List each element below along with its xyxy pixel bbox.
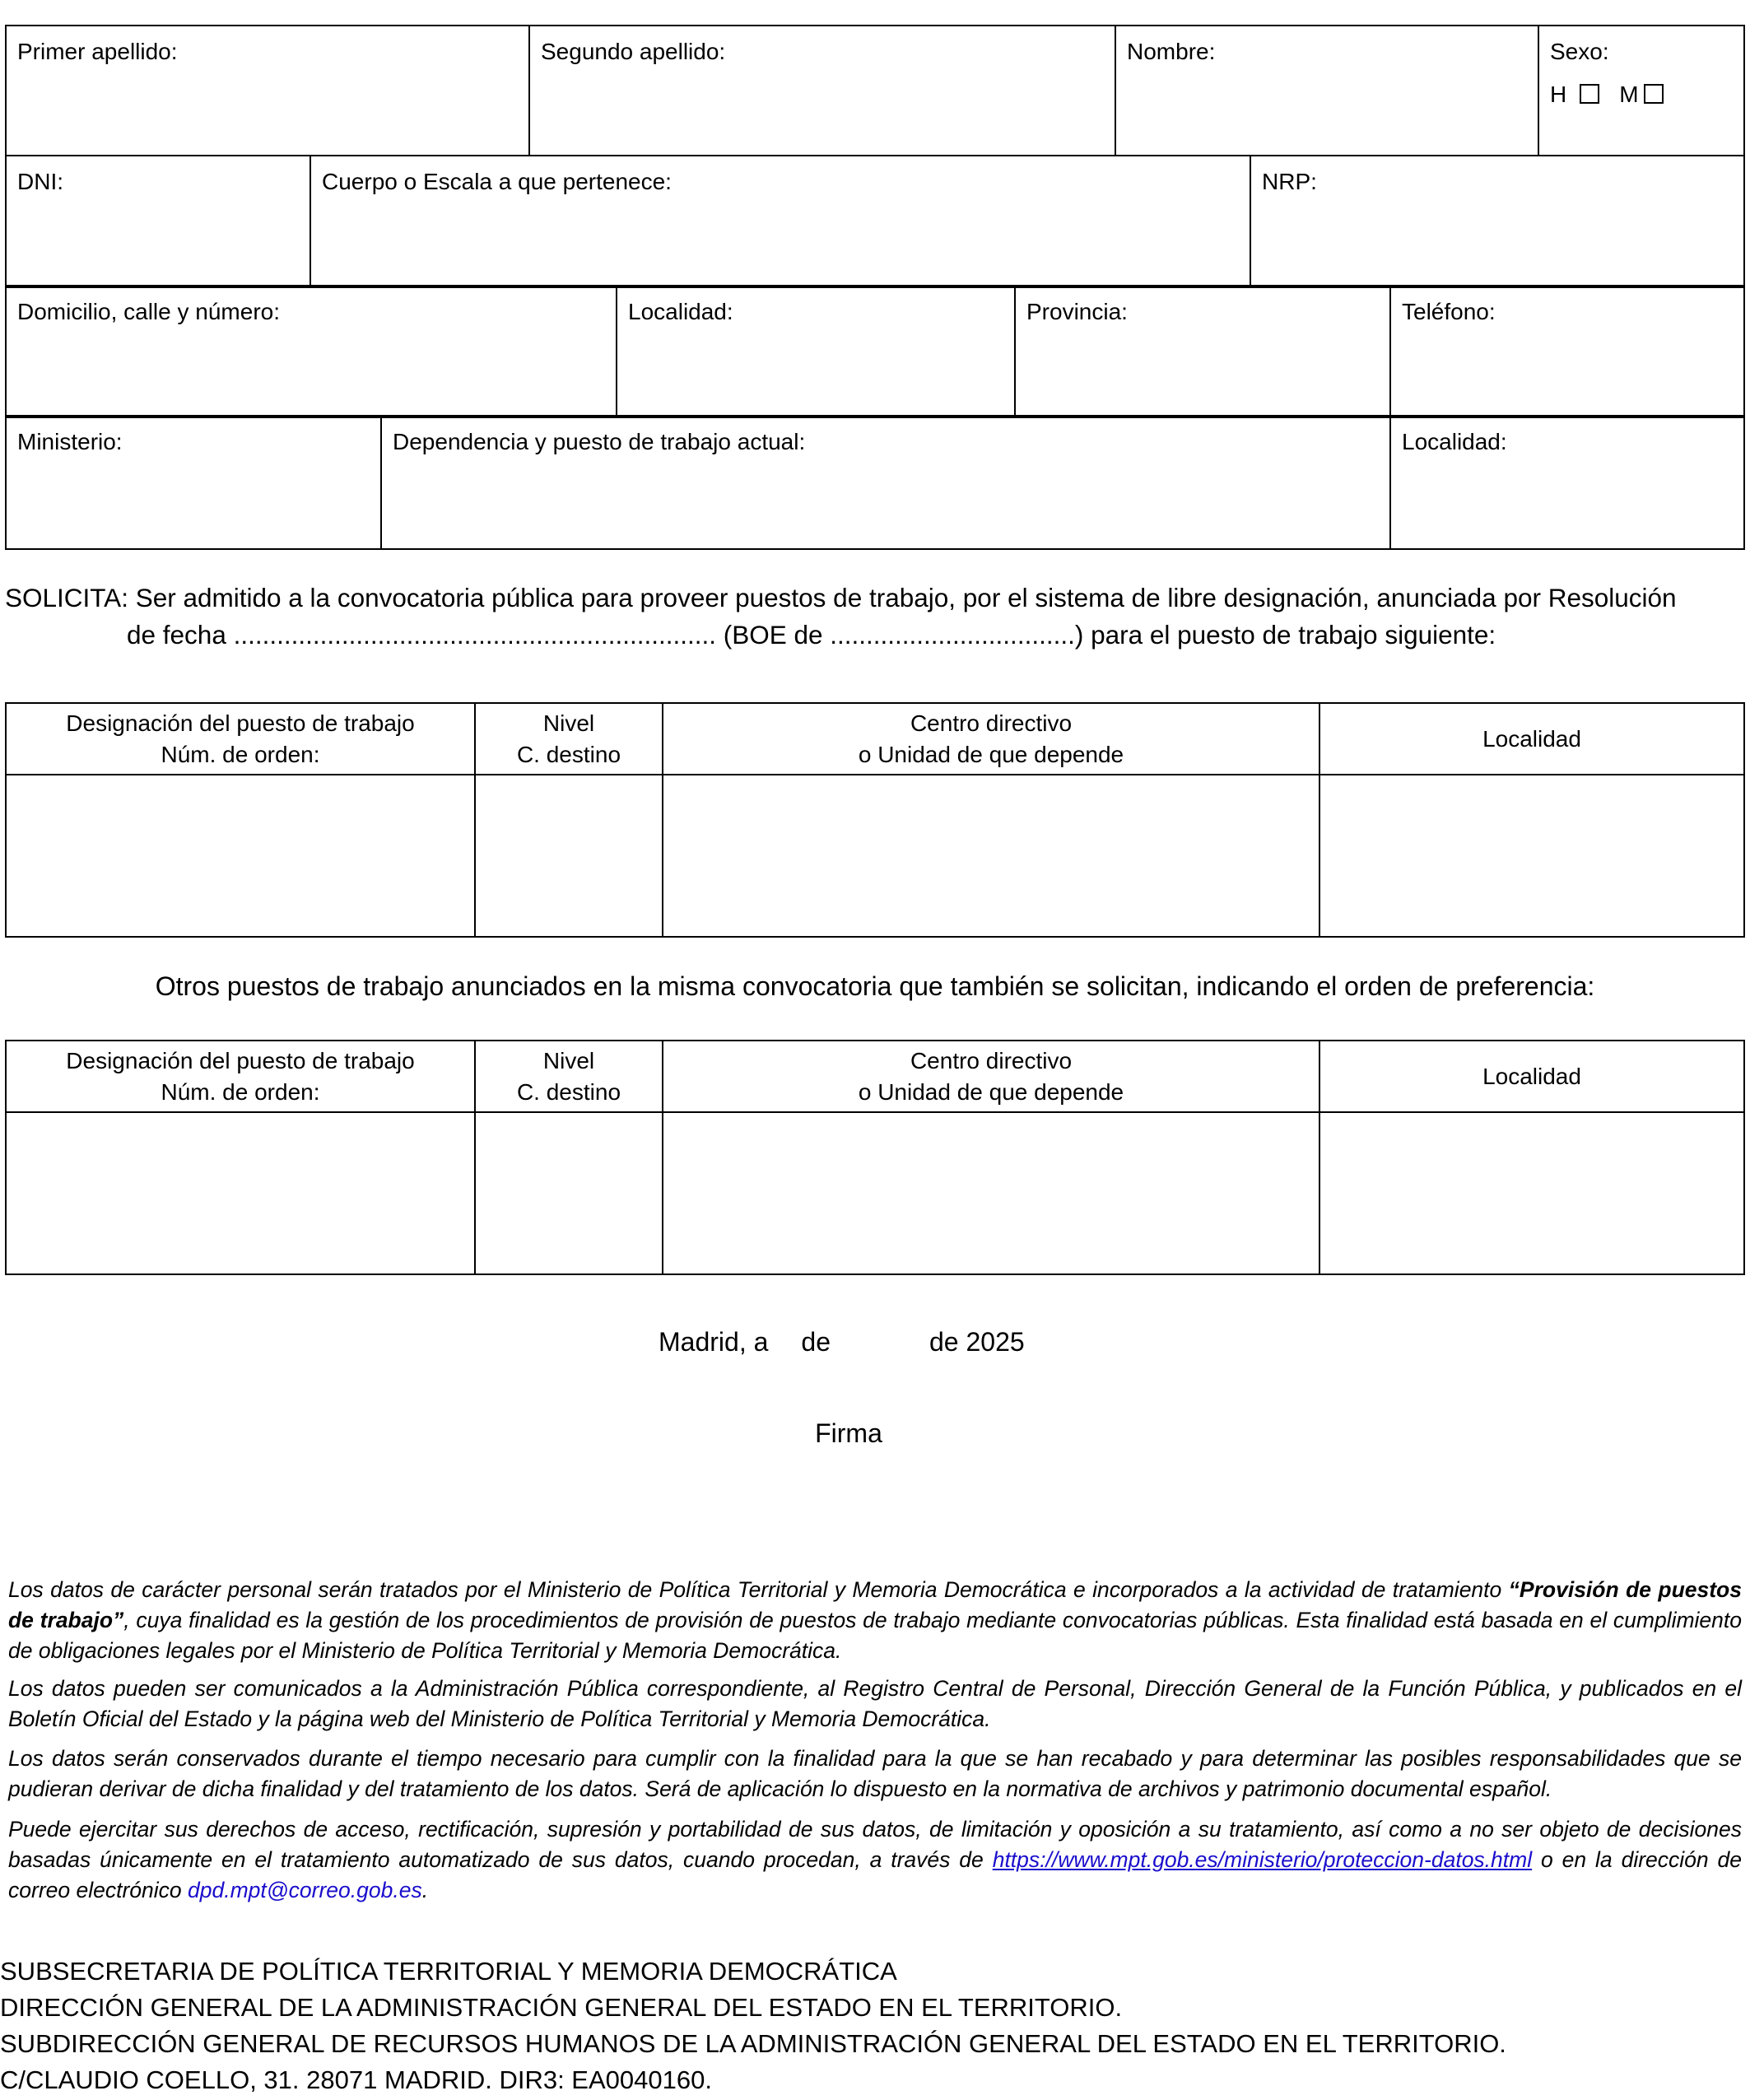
legal-p1-bold: “Provisión de puestos de trabajo” [8,1577,1742,1632]
footer-line-3: SUBDIRECCIÓN GENERAL DE RECURSOS HUMANOS DE LA ADMINISTRACIÓN GENERAL DEL ESTADO EN EL TERRITORIO. [0,2029,1506,2058]
header-centro-line1: Centro directivo [910,710,1073,736]
centro-cell[interactable] [663,1112,1319,1274]
dependencia-field[interactable] [381,416,1390,549]
personal-row-1 [5,25,1745,156]
sexo-h-checkbox[interactable] [1580,84,1599,104]
table-row [6,775,1744,937]
segundo-apellido-label: Segundo apellido: [541,39,726,64]
legal-p4-text-b: o en la dirección de correo electrónico [8,1847,1743,1902]
firma-label: Firma [815,1418,882,1448]
header-nivel [475,703,663,775]
nivel-cell[interactable] [475,775,663,937]
dni-field[interactable] [6,156,310,287]
ministerio-label: Ministerio: [17,429,123,454]
sexo-h-label: H [1550,81,1567,107]
localidad-actual-field[interactable] [1390,416,1744,549]
date-madrid: Madrid, a [659,1327,769,1357]
localidad-actual-label: Localidad: [1402,429,1507,454]
header-designacion [6,703,475,775]
date-de-1: de [801,1327,831,1357]
dependencia-label: Dependencia y puesto de trabajo actual: [393,429,806,454]
dni-label: DNI: [17,169,63,194]
solicita-line-1: SOLICITA: Ser admitido a la convocatoria pública para proveer puestos de trabajo, por el sistema de libre designación, anunciada por Resolución [5,583,1677,612]
nombre-field[interactable] [1115,26,1538,156]
header-centro-line2: o Unidad de que depende [858,1078,1124,1105]
localidad-cell[interactable] [1319,775,1744,937]
personal-row-2 [5,155,1745,288]
legal-paragraph-1 [8,1575,1742,1666]
legal-paragraph-2: Los datos pueden ser comunicados a la Administración Pública correspondiente, al Registro Central de Personal, Dirección General de la Función Pública, y publicados en el Boletín Oficial del Estado y la página web del Ministerio de Política Territorial y Memoria Democrática. [8,1676,1742,1731]
nrp-label: NRP: [1262,169,1317,194]
designacion-cell[interactable] [6,775,475,937]
footer-line-1: SUBSECRETARIA DE POLÍTICA TERRITORIAL Y MEMORIA DEMOCRÁTICA [0,1957,897,1986]
legal-p1-text-a: Los datos de carácter personal serán tratados por el Ministerio de Política Territorial y Memoria Democrática e incorporados a la actividad de tratamiento [8,1577,1509,1602]
personal-row-3 [5,285,1745,418]
header-localidad [1319,1041,1744,1112]
centro-cell[interactable] [663,775,1319,937]
localidad-label: Localidad: [628,299,733,324]
solicita-line-2: de fecha ................................................................... (BOE de ..................................) para el puesto de trabajo siguiente: [127,620,1496,650]
legal-paragraph-4 [8,1814,1742,1906]
ministerio-field[interactable] [6,416,381,549]
nrp-field[interactable] [1250,156,1744,287]
header-localidad-label: Localidad [1482,1063,1581,1089]
legal-p1-text-b: , cuya finalidad es la gestión de los procedimientos de provisión de puestos de trabajo mediante convocatorias públicas. Esta finalidad está basada en el cumplimiento de obligaciones legales por el Ministerio de Política Territorial y Memoria Democrática. [8,1608,1742,1663]
localidad-field[interactable] [617,286,1015,417]
header-designacion-line2: Núm. de orden: [161,741,320,767]
other-positions-table [5,1040,1745,1275]
domicilio-field[interactable] [6,286,617,417]
position-table [5,702,1745,938]
privacy-link[interactable]: https://www.mpt.gob.es/ministerio/proteccion-datos.html [992,1847,1533,1872]
provincia-label: Provincia: [1026,299,1128,324]
date-line [659,1327,1025,1357]
legal-paragraph-3: Los datos serán conservados durante el tiempo necesario para cumplir con la finalidad para la que se han recabado y para determinar las posibles responsabilidades que se pudieran derivar de dicha finalidad y del tratamiento de los datos. Será de aplicación lo dispuesto en la normativa de archivos y patrimonio documental español. [8,1746,1742,1801]
sexo-options [1539,66,1743,109]
header-nivel [475,1041,663,1112]
localidad-cell[interactable] [1319,1112,1744,1274]
header-nivel-line2: C. destino [516,741,621,767]
footer-line-2: DIRECCIÓN GENERAL DE LA ADMINISTRACIÓN GENERAL DEL ESTADO EN EL TERRITORIO. [0,1993,1123,2022]
primer-apellido-field[interactable] [6,26,529,156]
header-centro [663,1041,1319,1112]
header-localidad-label: Localidad [1482,725,1581,752]
email-link[interactable]: dpd.mpt@correo.gob.es [188,1878,422,1902]
provincia-field[interactable] [1015,286,1390,417]
sexo-m-label: M [1619,81,1639,107]
other-positions-table-header [6,1041,1744,1112]
header-designacion-line1: Designación del puesto de trabajo [66,710,415,736]
solicita-paragraph [5,580,1747,654]
header-designacion-line1: Designación del puesto de trabajo [66,1047,415,1073]
nivel-cell[interactable] [475,1112,663,1274]
header-centro-line1: Centro directivo [910,1047,1073,1073]
footer-address [0,1953,1506,2098]
header-designacion-line2: Núm. de orden: [161,1078,320,1105]
legal-p4-end: . [421,1878,429,1902]
telefono-field[interactable] [1390,286,1744,417]
footer-line-4: C/CLAUDIO COELLO, 31. 28071 MADRID. DIR3: EA0040160. [0,2065,712,2094]
otros-puestos-text: Otros puestos de trabajo anunciados en la misma convocatoria que también se solicitan, indicando el orden de preferencia: [155,971,1595,1001]
segundo-apellido-field[interactable] [529,26,1115,156]
table-row [6,1112,1744,1274]
header-nivel-line2: C. destino [516,1078,621,1105]
nombre-label: Nombre: [1127,39,1216,64]
header-designacion [6,1041,475,1112]
cuerpo-field[interactable] [310,156,1250,287]
designacion-cell[interactable] [6,1112,475,1274]
telefono-label: Teléfono: [1402,299,1496,324]
sexo-label: Sexo: [1550,39,1609,64]
sexo-field [1538,26,1744,156]
position-table-header [6,703,1744,775]
cuerpo-label: Cuerpo o Escala a que pertenece: [322,169,672,194]
header-nivel-line1: Nivel [542,1047,595,1073]
domicilio-label: Domicilio, calle y número: [17,299,280,324]
header-centro-line2: o Unidad de que depende [858,741,1124,767]
header-centro [663,703,1319,775]
legal-p4-text-a: Puede ejercitar sus derechos de acceso, rectificación, supresión y portabilidad de sus datos, de limitación y oposición a su tratamiento, así como a no ser objeto de decisiones basadas únicamente en el tratamiento automatizado de sus datos, cuando procedan, a través de [8,1817,1742,1872]
header-localidad [1319,703,1744,775]
header-nivel-line1: Nivel [542,710,595,736]
date-de-2025: de 2025 [929,1327,1025,1357]
primer-apellido-label: Primer apellido: [17,39,178,64]
sexo-m-checkbox[interactable] [1644,84,1664,104]
personal-row-4 [5,415,1745,550]
